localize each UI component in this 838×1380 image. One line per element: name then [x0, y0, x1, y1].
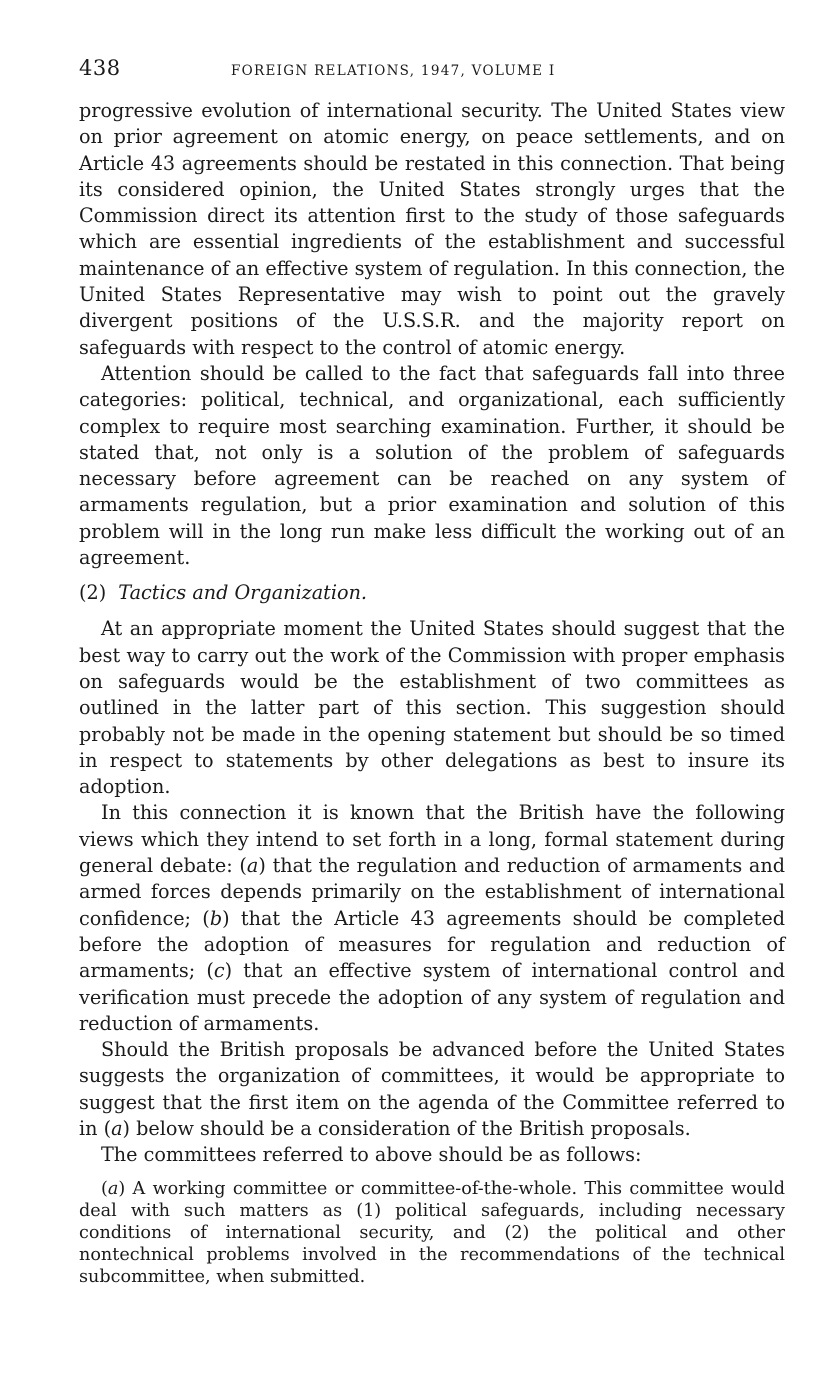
paragraph-7-text-2: ) A working committee or committee-of-the-whole. This committee would deal with such matters as (1) political safeguards, including necessary conditions of international security, and (2) the political and other nontechnical problems involved in the recommendations of the technical subcommittee, when submitted.	[79, 1178, 785, 1287]
paragraph-2: Attention should be called to the fact that safeguards fall into three categories: political, technical, and organizational, each sufficiently complex to require most searching examination. Further, it should be stated that, not only is a solution of the problem of safeguards necessary before agreement can be reached on any system of armaments regulation, but a prior examination and solution of this problem will in the long run make less difficult the working out of an agreement.	[79, 361, 785, 570]
section-title: Tactics and Organization.	[118, 581, 368, 605]
running-head: FOREIGN RELATIONS, 1947, VOLUME I	[231, 63, 556, 79]
section-number: (2)	[79, 581, 107, 605]
paragraph-6: The committees referred to above should be as follows:	[101, 1143, 642, 1167]
paragraph-5	[79, 1037, 785, 1142]
paragraph-4-text-3: ) that the Article 43 agreements should be completed before the adoption of measures for regulation and reduction of armaments; (	[79, 906, 785, 983]
paragraph-4-item-b: b	[209, 906, 223, 930]
paragraph-4-item-c: c	[213, 959, 225, 983]
paragraph-5-text-1: Should the British proposals be advanced before the United States suggests the organization of committees, it would be appropriate to suggest that the first item on the agenda of the Committee referred to in (	[79, 1038, 785, 1140]
paragraph-7-item-a: a	[107, 1178, 119, 1199]
paragraph-3: At an appropriate moment the United States should suggest that the best way to carry out the work of the Commission with proper emphasis on safeguards would be the establishment of two committees as outlined in the latter part of this section. This suggestion should probably not be made in the opening statement but should be so timed in respect to statements by other delegations as best to insure its adoption.	[79, 617, 785, 799]
paragraph-7	[79, 1178, 785, 1288]
paragraph-5-item-a: a	[111, 1116, 123, 1140]
paragraph-4-text-1: In this connection it is known that the British have the following views which they intend to set forth in a long, formal statement during general debate: (	[79, 801, 785, 878]
paragraph-4-text-4: ) that an effective system of international control and verification must precede the adoption of any system of regulation and reduction of armaments.	[79, 959, 785, 1035]
paragraph-4	[79, 800, 785, 1037]
spacer	[79, 1169, 785, 1178]
document-page	[79, 56, 785, 1288]
page-number: 438	[79, 56, 121, 80]
section-heading	[79, 580, 785, 606]
paragraph-7-text-1: (	[101, 1178, 108, 1199]
paragraph-5-text-2: ) below should be a consideration of the British proposals.	[122, 1116, 691, 1140]
page-header	[79, 56, 785, 94]
paragraph-1: progressive evolution of international security. The United States view on prior agreement on atomic energy, on peace settlements, and on Article 43 agreements should be restated in this connection. That being its considered opinion, the United States strongly urges that the Commission direct its attention first to the study of those safeguards which are essential ingredients of the establishment and successful maintenance of an effective system of regulation. In this connection, the United States Representative may wish to point out the gravely divergent positions of the U.S.S.R. and the majority report on safeguards with respect to the control of atomic energy.	[79, 99, 785, 359]
paragraph-4-item-a: a	[246, 854, 259, 878]
paragraph-4-text-2: ) that the regulation and reduction of armaments and armed forces depends primarily on the establishment of international confidence; (	[79, 854, 785, 930]
